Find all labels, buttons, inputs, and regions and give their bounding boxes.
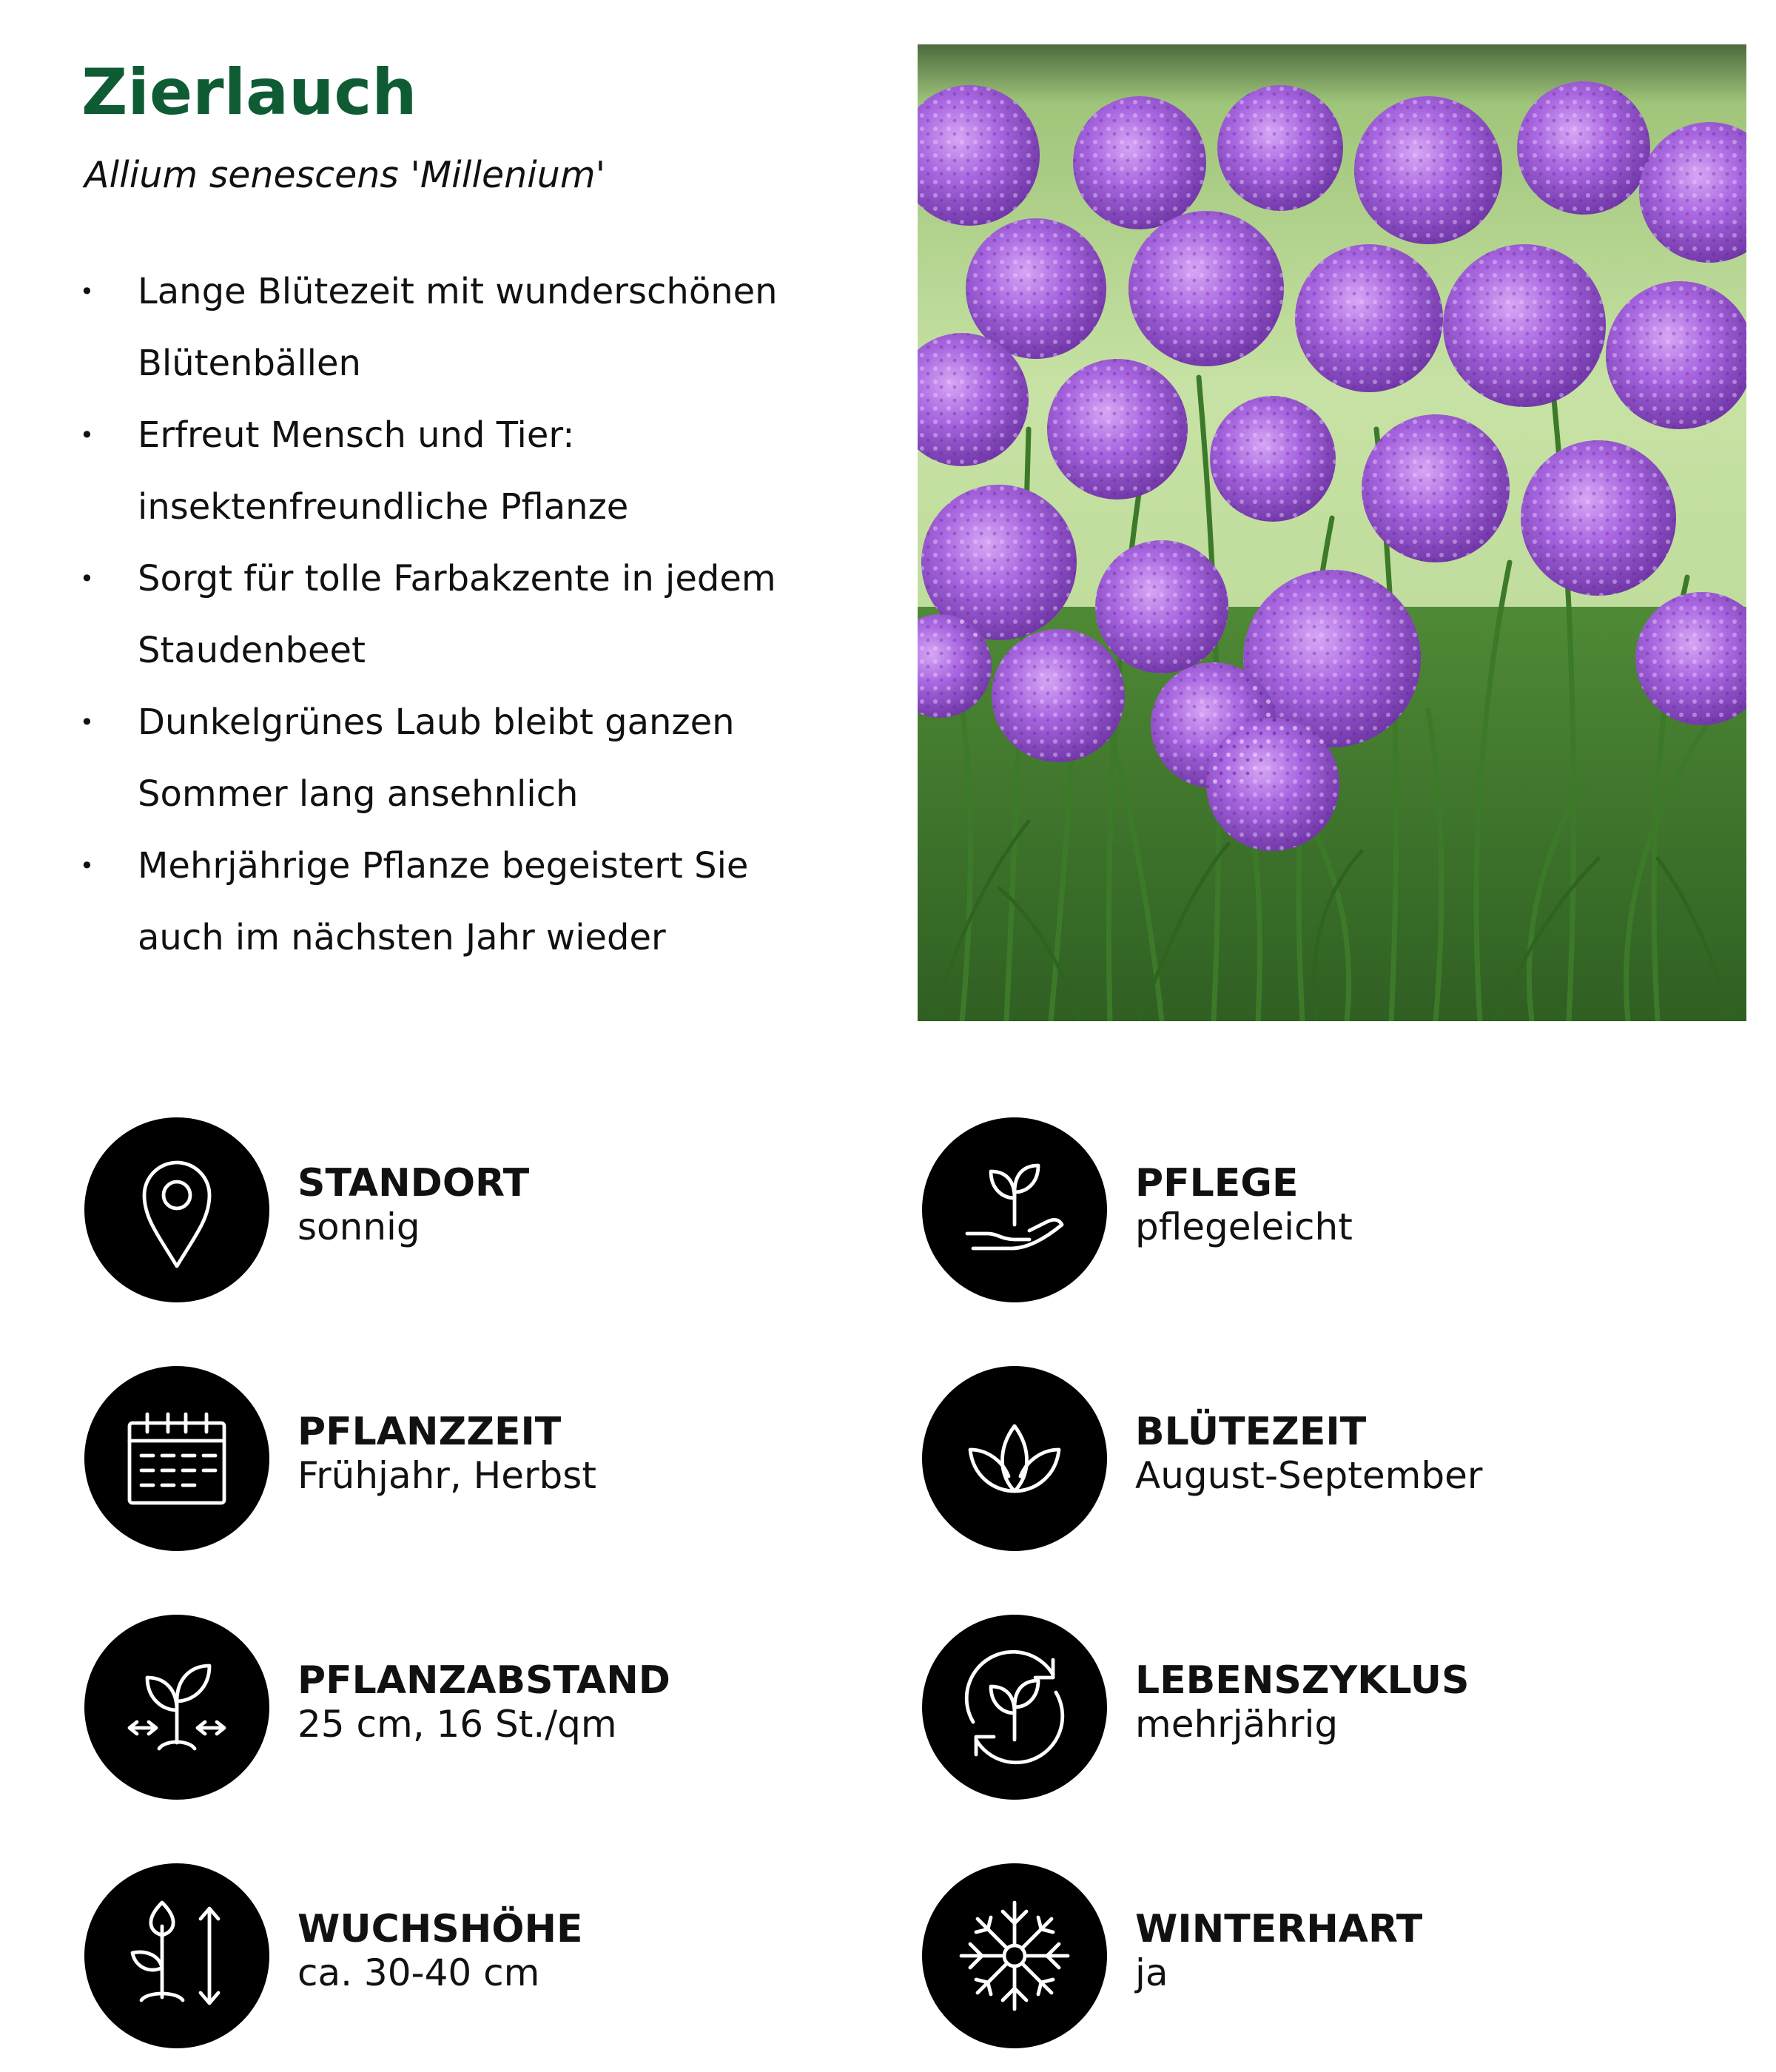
feature-label: BLÜTEZEIT xyxy=(1135,1410,1367,1454)
bullet-item: • Mehrjährige Pflanze begeistert Sie auch im nächsten Jahr wieder xyxy=(77,830,817,974)
plant-height-icon xyxy=(84,1863,269,2048)
feature-value: Frühjahr, Herbst xyxy=(297,1454,596,1497)
map-pin-icon xyxy=(84,1117,269,1302)
feature-label: STANDORT xyxy=(297,1161,530,1205)
bullet-item: • Erfreut Mensch und Tier: insektenfreundliche Pflanze xyxy=(77,400,817,543)
lotus-flower-icon xyxy=(922,1366,1107,1551)
feature-label: LEBENSZYKLUS xyxy=(1135,1658,1470,1703)
feature-pflege xyxy=(922,1117,1662,1302)
feature-winterhart xyxy=(922,1863,1662,2048)
botanical-name: Allium senescens 'Millenium' xyxy=(84,154,606,196)
feature-pflanzabstand xyxy=(84,1615,824,1800)
snowflake-icon xyxy=(922,1863,1107,2048)
product-photo xyxy=(918,44,1746,1021)
feature-standort xyxy=(84,1117,824,1302)
feature-label: WINTERHART xyxy=(1135,1907,1423,1951)
feature-value: sonnig xyxy=(297,1205,420,1248)
bullet-item: • Dunkelgrünes Laub bleibt ganzen Sommer lang ansehnlich xyxy=(77,687,817,830)
hand-seedling-icon xyxy=(922,1117,1107,1302)
feature-bluetezeit xyxy=(922,1366,1662,1551)
feature-label: WUCHSHÖHE xyxy=(297,1907,583,1951)
feature-value: mehrjährig xyxy=(1135,1703,1339,1746)
bullet-item: • Lange Blütezeit mit wunderschönen Blütenbällen xyxy=(77,256,817,400)
feature-value: August-September xyxy=(1135,1454,1483,1497)
feature-wuchshoehe xyxy=(84,1863,824,2048)
feature-bullet-list xyxy=(77,256,817,974)
feature-label: PFLANZZEIT xyxy=(297,1410,562,1454)
bullet-item: • Sorgt für tolle Farbakzente in jedem Staudenbeet xyxy=(77,543,817,687)
calendar-icon xyxy=(84,1366,269,1551)
feature-value: ca. 30-40 cm xyxy=(297,1951,540,1994)
plant-spacing-icon xyxy=(84,1615,269,1800)
feature-value: 25 cm, 16 St./qm xyxy=(297,1703,617,1746)
feature-label: PFLEGE xyxy=(1135,1161,1299,1205)
feature-pflanzzeit xyxy=(84,1366,824,1551)
page-title: Zierlauch xyxy=(81,56,417,130)
feature-label: PFLANZABSTAND xyxy=(297,1658,670,1703)
feature-lebenszyklus xyxy=(922,1615,1662,1800)
feature-value: pflegeleicht xyxy=(1135,1205,1353,1248)
feature-value: ja xyxy=(1135,1951,1168,1994)
plant-cycle-icon xyxy=(922,1615,1107,1800)
